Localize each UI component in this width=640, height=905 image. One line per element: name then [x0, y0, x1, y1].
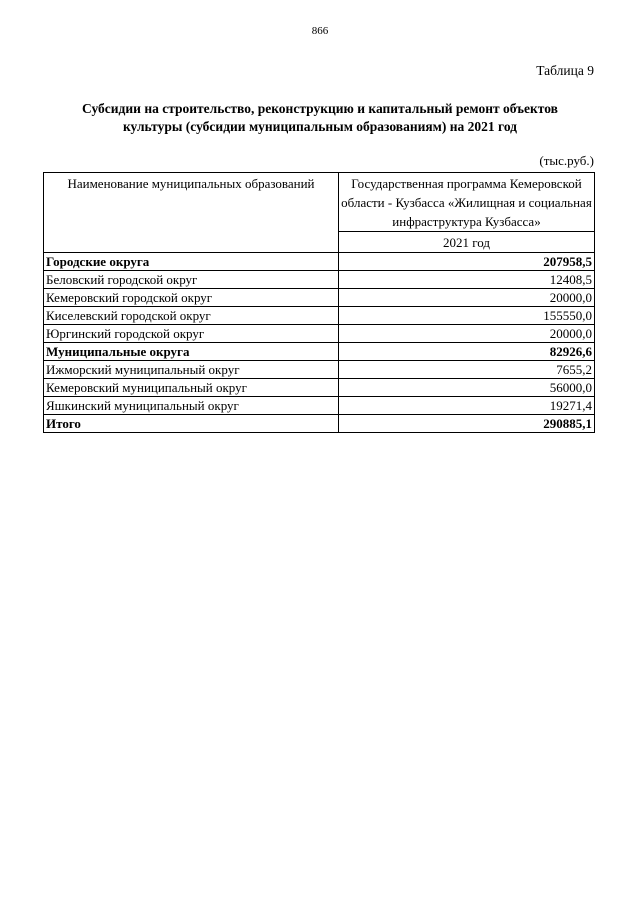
- page-number: 866: [311, 25, 329, 37]
- row-value: 155550,0: [339, 307, 595, 325]
- table-header-row: [44, 173, 595, 232]
- table-row: [44, 397, 595, 415]
- title-line-1: Субсидии на строительство, реконструкцию и капитальный ремонт объектов: [82, 101, 558, 116]
- units-label: (тыс.руб.): [539, 153, 594, 168]
- row-name: Ижморский муниципальный округ: [44, 361, 339, 379]
- table-row: [44, 343, 595, 361]
- row-name: Муниципальные округа: [44, 343, 339, 361]
- row-name: Итого: [44, 415, 339, 433]
- header-program-column: Государственная программа Кемеровской области - Кузбасса «Жилищная и социальная инфраструктура Кузбасса»: [339, 173, 595, 232]
- row-name: Беловский городской округ: [44, 271, 339, 289]
- row-value: 82926,6: [339, 343, 595, 361]
- row-name: Кемеровский муниципальный округ: [44, 379, 339, 397]
- row-name: Яшкинский муниципальный округ: [44, 397, 339, 415]
- row-value: 290885,1: [339, 415, 595, 433]
- table-row: [44, 271, 595, 289]
- header-year: 2021 год: [339, 232, 595, 253]
- table-row-total: [44, 415, 595, 433]
- document-title: [40, 100, 600, 136]
- row-value: 7655,2: [339, 361, 595, 379]
- table-row: [44, 379, 595, 397]
- row-value: 56000,0: [339, 379, 595, 397]
- header-name-column: Наименование муниципальных образований: [44, 173, 339, 253]
- title-line-2: культуры (субсидии муниципальным образованиям) на 2021 год: [122, 119, 518, 134]
- row-name: Юргинский городской округ: [44, 325, 339, 343]
- table-row: [44, 307, 595, 325]
- table-row: [44, 253, 595, 271]
- row-value: 207958,5: [339, 253, 595, 271]
- row-value: 20000,0: [339, 325, 595, 343]
- subsidies-table: [43, 172, 595, 433]
- table-label: Таблица 9: [536, 63, 594, 78]
- table-row: [44, 325, 595, 343]
- row-name: Киселевский городской округ: [44, 307, 339, 325]
- table-row: [44, 289, 595, 307]
- row-name: Кемеровский городской округ: [44, 289, 339, 307]
- row-name: Городские округа: [44, 253, 339, 271]
- row-value: 20000,0: [339, 289, 595, 307]
- row-value: 12408,5: [339, 271, 595, 289]
- row-value: 19271,4: [339, 397, 595, 415]
- table-row: [44, 361, 595, 379]
